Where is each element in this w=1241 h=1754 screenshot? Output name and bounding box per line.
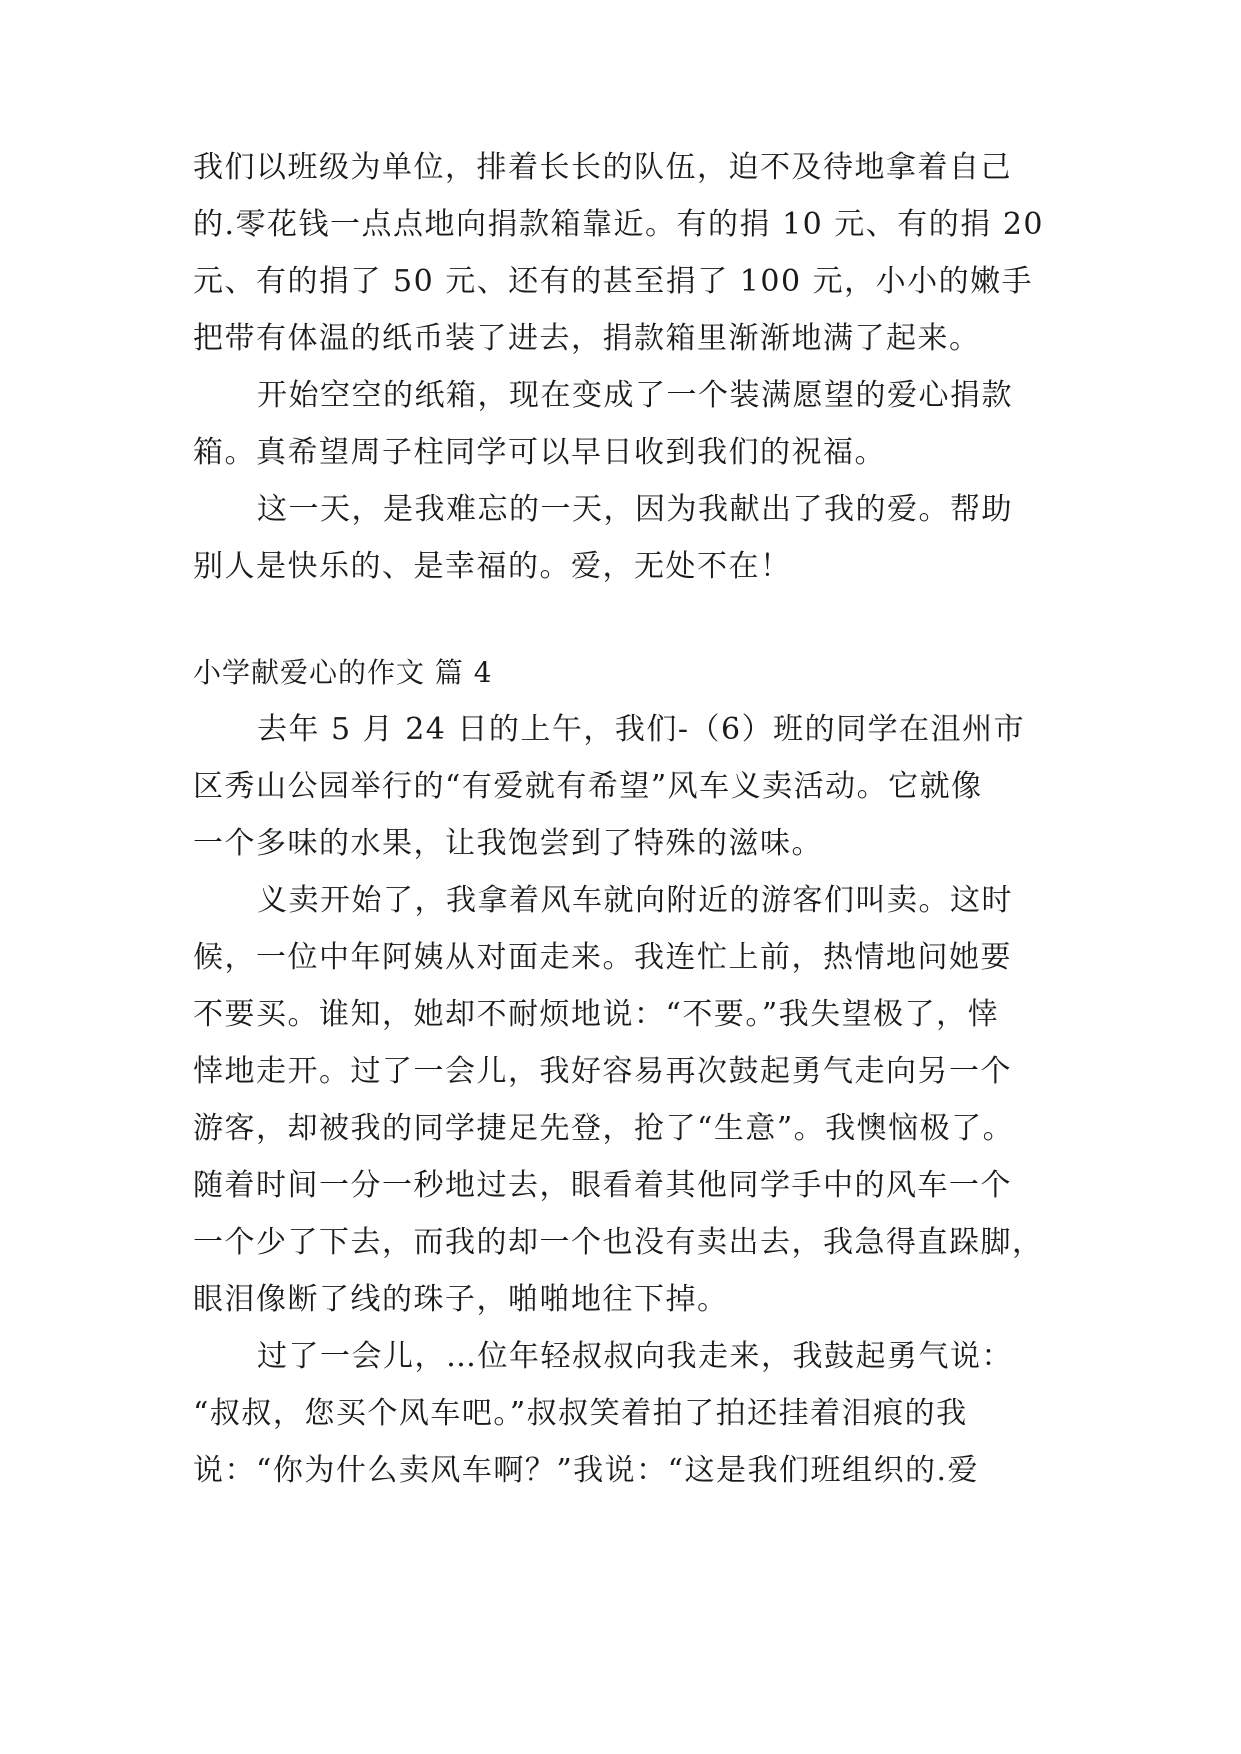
text-line: 悻地走开。过了一会儿，我好容易再次鼓起勇气走向另一个 [193, 1054, 1012, 1089]
text-line: 这一天，是我难忘的一天，因为我献出了我的爱。帮助 [257, 492, 1013, 527]
text-line: 去年 5 月 24 日的上午，我们-（6）班的同学在沮州市 [257, 712, 1026, 747]
text-line: 一个少了下去，而我的却一个也没有卖出去，我急得直跺脚， [193, 1225, 1044, 1260]
text-line: 候，一位中年阿姨从对面走来。我连忙上前，热情地问她要 [193, 940, 1012, 975]
text-line: 说：“你为什么卖风车啊？”我说：“这是我们班组织的.爱 [193, 1453, 980, 1488]
text-line: 箱。真希望周子柱同学可以早日收到我们的祝福。 [193, 435, 886, 470]
text-line: 不要买。谁知，她却不耐烦地说：“不要。”我失望极了，悻 [193, 997, 1000, 1032]
text-line: 元、有的捐了 50 元、还有的甚至捐了 100 元，小小的嫩手 [193, 264, 1034, 299]
section-heading: 小学献爱心的作文 篇 4 [193, 656, 493, 689]
text-line: 我们以班级为单位，排着长长的队伍，迫不及待地拿着自己 [193, 150, 1012, 185]
text-line: 开始空空的纸箱，现在变成了一个装满愿望的爱心捐款 [257, 378, 1013, 413]
text-line: 过了一会儿，…位年轻叔叔向我走来，我鼓起勇气说： [257, 1339, 1013, 1374]
text-line: 游客，却被我的同学捷足先登，抢了“生意”。我懊恼极了。 [193, 1111, 1015, 1146]
text-line: 随着时间一分一秒地过去，眼看着其他同学手中的风车一个 [193, 1168, 1012, 1203]
text-line: 把带有体温的纸币装了进去，捐款箱里渐渐地满了起来。 [193, 321, 981, 356]
text-line: 一个多味的水果，让我饱尝到了特殊的滋味。 [193, 826, 823, 861]
text-line: 的.零花钱一点点地向捐款箱靠近。有的捐 10 元、有的捐 20 [193, 207, 1044, 242]
text-line: 眼泪像断了线的珠子，啪啪地往下掉。 [193, 1282, 729, 1317]
text-line: 义卖开始了，我拿着风车就向附近的游客们叫卖。这时 [257, 883, 1013, 918]
text-line: 区秀山公园举行的“有爱就有希望”风车义卖活动。它就像 [193, 769, 983, 804]
text-line: “叔叔，您买个风车吧。”叔叔笑着拍了拍还挂着泪痕的我 [193, 1396, 968, 1431]
text-line: 别人是快乐的、是幸福的。爱，无处不在！ [193, 549, 792, 584]
